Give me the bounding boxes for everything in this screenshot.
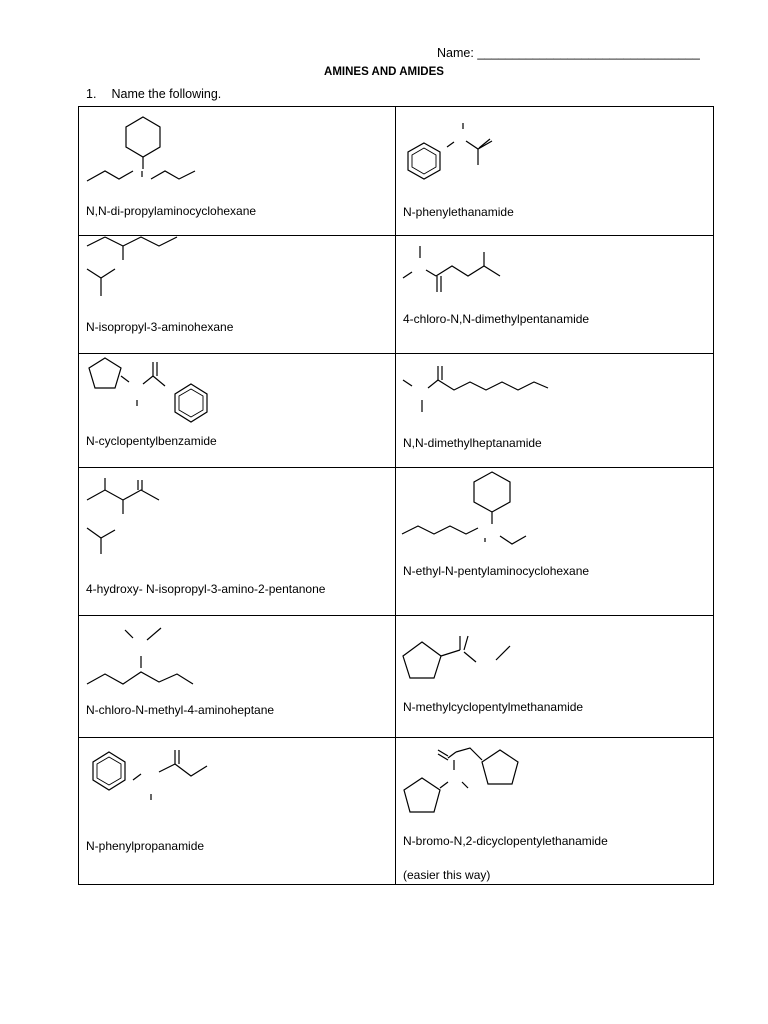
cell-2 [396, 107, 714, 236]
name-blank[interactable]: ________________________________ [477, 46, 700, 60]
cell-7 [79, 468, 396, 616]
name-label: Name: [437, 46, 474, 60]
molecule-structure-3 [79, 236, 396, 354]
cell-11 [79, 738, 396, 885]
molecule-structure-5 [79, 354, 396, 468]
cell-12 [396, 738, 714, 885]
cell-6-label: N,N-dimethylheptanamide [403, 436, 542, 450]
cell-8 [396, 468, 714, 616]
page-title: AMINES AND AMIDES [324, 66, 444, 78]
cell-5 [79, 354, 396, 468]
molecule-structure-12 [396, 738, 714, 885]
molecule-structure-4 [396, 236, 714, 354]
molecule-structure-6 [396, 354, 714, 468]
molecule-structure-11 [79, 738, 396, 885]
cell-3-label: N-isopropyl-3-aminohexane [86, 320, 234, 334]
structures-table [78, 106, 714, 885]
cell-4-label: 4-chloro-N,N-dimethylpentanamide [403, 312, 590, 326]
cell-1 [79, 107, 396, 236]
cell-6 [396, 354, 714, 468]
question-text: Name the following. [111, 87, 222, 101]
cell-3 [79, 236, 396, 354]
cell-10 [396, 616, 714, 738]
cell-1-label: N,N-di-propylaminocyclohexane [86, 204, 257, 218]
cell-10-label: N-methylcyclopentylmethanamide [403, 700, 584, 714]
cell-4 [396, 236, 714, 354]
cell-7-label: 4-hydroxy- N-isopropyl-3-amino-2-pentanone [86, 582, 326, 596]
cell-12-note: (easier this way) [403, 868, 491, 882]
molecule-structure-8 [396, 468, 714, 616]
question-1 [86, 87, 221, 101]
name-field [437, 46, 700, 60]
cell-8-label: N-ethyl-N-pentylaminocyclohexane [403, 564, 590, 578]
cell-11-label: N-phenylpropanamide [86, 839, 205, 853]
cell-12-label: N-bromo-N,2-dicyclopentylethanamide [403, 834, 608, 848]
cell-9-label: N-chloro-N-methyl-4-aminoheptane [86, 703, 275, 717]
molecule-structure-9 [79, 616, 396, 738]
cell-9 [79, 616, 396, 738]
cell-5-label: N-cyclopentylbenzamide [86, 434, 217, 448]
cell-2-label: N-phenylethanamide [403, 205, 514, 219]
question-number: 1. [86, 87, 97, 101]
molecule-structure-10 [396, 616, 714, 738]
